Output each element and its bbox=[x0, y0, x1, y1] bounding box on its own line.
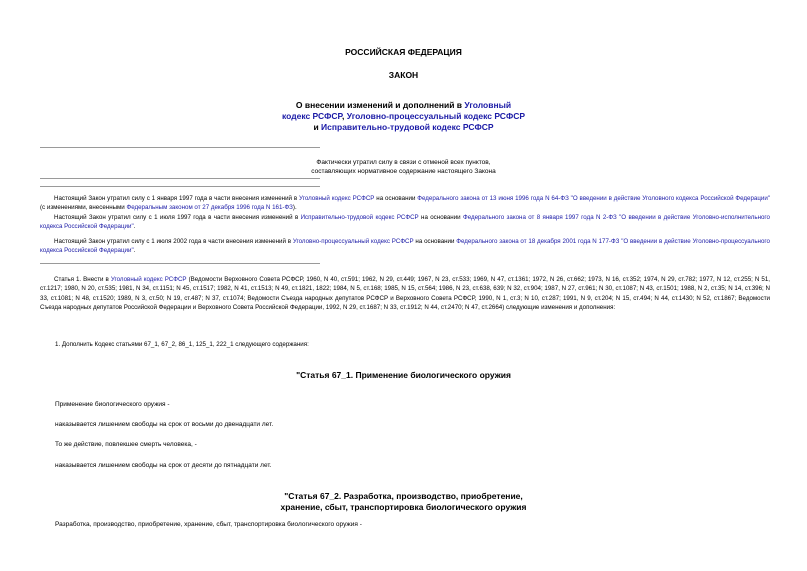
article-1-paragraph bbox=[40, 275, 770, 312]
law-title-line1 bbox=[0, 100, 807, 111]
validity-text: Настоящий Закон утратил силу с 1 июля 1997 года в части внесения изменений в bbox=[54, 214, 301, 221]
link-criminal-code-part1[interactable]: Уголовный bbox=[464, 100, 512, 110]
article-67-2-line: Разработка, производство, приобретение, хранение, сбыт, транспортировка биологического оружия - bbox=[55, 521, 362, 528]
validity-text: (с изменениями, внесенными bbox=[40, 204, 127, 212]
article-67-2-title-line2: хранение, сбыт, транспортировка биологического оружия bbox=[280, 502, 527, 512]
validity-text: Настоящий Закон утратил силу с 1 января 1997 года в части внесения изменений в bbox=[54, 195, 300, 202]
law-title-block bbox=[0, 100, 807, 133]
validity-paragraph-2 bbox=[40, 213, 770, 232]
law-title-prefix-text: О внесении изменений и дополнений в bbox=[295, 100, 465, 110]
divider bbox=[40, 263, 320, 264]
validity-text: ). bbox=[292, 204, 297, 212]
link-federal-law-177[interactable]: Федерального закона от 18 декабря 2001 года N 177-ФЗ "О введении в действие Уголовно-процессуального кодекса Российской Федерации" bbox=[40, 238, 770, 255]
article-67-2-title bbox=[0, 491, 807, 513]
validity-paragraph-3 bbox=[40, 237, 770, 256]
article-67-1-line: наказывается лишением свободы на срок от десяти до пятнадцати лет. bbox=[55, 462, 272, 469]
article-67-1-line: Применение биологического оружия - bbox=[55, 401, 170, 408]
article-67-1-line: То же действие, повлекшее смерть человека, - bbox=[55, 441, 197, 448]
title-sep: , bbox=[342, 111, 347, 121]
link-corrective-labor-code[interactable]: Исправительно-трудовой кодекс РСФСР bbox=[321, 122, 494, 132]
divider bbox=[40, 178, 320, 179]
link-corrective-labor-code[interactable]: Исправительно-трудовой кодекс РСФСР bbox=[300, 214, 419, 221]
status-note bbox=[0, 158, 807, 176]
status-note-line1: Фактически утратил силу в связи с отменой всех пунктов, bbox=[316, 159, 491, 166]
validity-text: . bbox=[133, 247, 136, 255]
link-criminal-code-part2[interactable]: кодекс РСФСР bbox=[281, 111, 343, 121]
article-67-1-line: наказывается лишением свободы на срок от восьми до двенадцати лет. bbox=[55, 421, 274, 428]
article-67-2-title-line1: "Статья 67_2. Разработка, производство, приобретение, bbox=[284, 491, 523, 501]
link-federal-law-64[interactable]: Федерального закона от 13 июня 1996 года N 64-ФЗ "О введении в действие Уголовного кодекса Российской Федерации" bbox=[417, 195, 770, 202]
validity-text: на основании bbox=[374, 195, 418, 202]
validity-text: Настоящий Закон утратил силу с 1 июля 2002 года в части внесения изменений в bbox=[54, 238, 293, 245]
law-title-line3: и Исправительно-трудовой кодекс РСФСР bbox=[313, 122, 494, 132]
article-1-text: Статья 1. Внести в bbox=[54, 276, 111, 283]
divider bbox=[40, 147, 320, 148]
item-1: 1. Дополнить Кодекс статьями 67_1, 67_2, 86_1, 125_1, 222_1 следующего содержания: bbox=[55, 341, 309, 348]
link-federal-law-161[interactable]: Федеральным законом от 27 декабря 1996 года N 161-ФЗ bbox=[126, 204, 293, 212]
country-heading: РОССИЙСКАЯ ФЕДЕРАЦИЯ bbox=[345, 47, 462, 57]
status-note-line2: составляющих нормативное содержание настоящего Закона bbox=[311, 168, 496, 175]
validity-paragraph-1 bbox=[40, 194, 770, 213]
link-criminal-code[interactable]: Уголовный кодекс РСФСР bbox=[110, 276, 187, 283]
document-type: ЗАКОН bbox=[388, 70, 419, 80]
link-criminal-procedure-code[interactable]: Уголовно-процессуальный кодекс РСФСР bbox=[346, 111, 526, 121]
article-67-1-title: "Статья 67_1. Применение биологического оружия bbox=[296, 370, 511, 380]
divider bbox=[40, 186, 320, 187]
validity-text: на основании bbox=[413, 238, 457, 245]
link-federal-law-2[interactable]: Федерального закона от 8 января 1997 года N 2-ФЗ "О введении в действие Уголовно-исполнительного кодекса Российской Федерации" bbox=[40, 214, 770, 231]
law-title-line2 bbox=[0, 111, 807, 122]
validity-text: . bbox=[133, 223, 136, 231]
link-criminal-code[interactable]: Уголовный кодекс РСФСР bbox=[299, 195, 375, 202]
link-criminal-procedure-code[interactable]: Уголовно-процессуальный кодекс РСФСР bbox=[292, 238, 414, 245]
validity-text: на основании bbox=[418, 214, 463, 221]
article-1-text: (Ведомости Верховного Совета РСФСР, 1960, N 40, ст.591; 1962, N 29, ст.449; 1967, N 23, ст.533; 1969, N 47, ст.1361; 1972, N 26, ст.662; 1973, N 16, ст.352; 1974, N 29, ст.782; 1977, N 12, ст.255; N 51, ст.1217; 1980, N 20, ст.535; 1981, N 34, ст.1151; N 45, ст.1517; 1982, N 41, ст.1513; N 49, ст.1821, 1822; 1984, N 5, ст.168; 1985, N 15, ст.564; 1986, N 23, ст.638, 639; N 32, ст.904; 1987, N 27, ст.961; N 30, ст.1087; N 43, ст.1501; 1988, N 2, ст.35; N 14, ст.396; N 33, ст.1081; N 48, ст.1520; 1989, N 3, ст.50; N 19, ст.487; N 37, ст.1074; Ведомости Съезда народных депутатов РСФСР и Верховного Совета РСФСР, 1990, N 1, ст.3; N 10, ст.287; 1991, N 9, ст.204; N 15, ст.494; N 44, ст.1430; N 52, ст.1867; Ведомости Съезда народных депутатов Российской Федерации и Верховного Совета Российской Федерации, 1992, N 29, ст.1687; N 33, ст.1912; N 44, ст.2470; N 47, ст.2664) следующие изменения и дополнения: bbox=[40, 276, 771, 311]
